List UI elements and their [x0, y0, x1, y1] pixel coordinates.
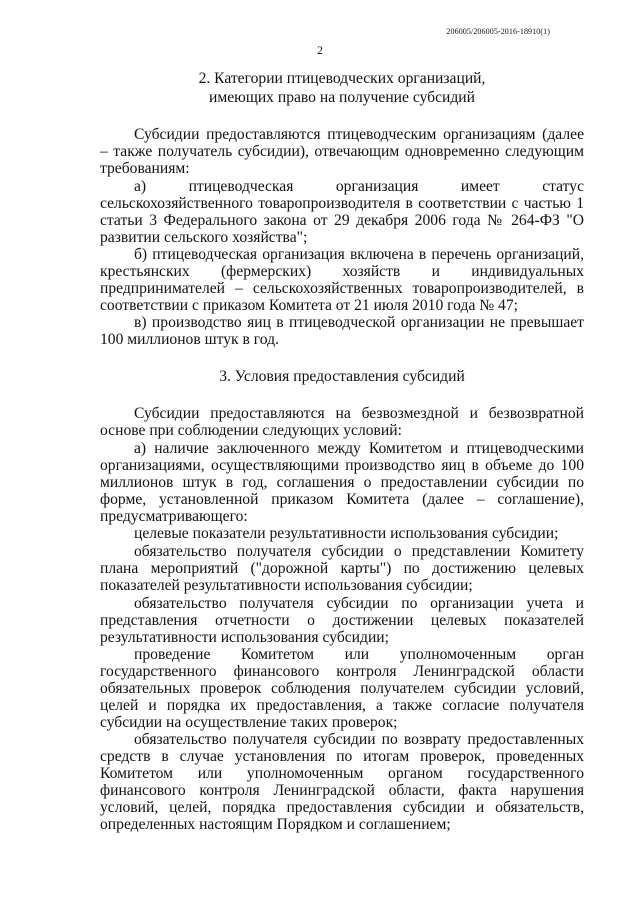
section-2-item-a: а) птицеводческая организация имеет статус сельскохозяйственного товаропроизводителя в соответствии с частью 1 статьи 3 Федерального закона от 29 декабря 2006 года № 264-ФЗ "О развитии сельского хозяйства"; [100, 178, 584, 246]
section-3-subitem-4: проведение Комитетом или уполномоченным орган государственного финансового контроля Ленинградской области обязательных проверок соблюдения получателем субсидии условий, целей и порядка их предоставления, а также согласие получателя субсидии на осуществление таких проверок; [100, 646, 584, 731]
section-2-intro: Субсидии предоставляются птицеводческим организациям (далее – также получатель субсидии), отвечающим одновременно следующим требованиям: [100, 126, 584, 177]
section-2-title-line-1: 2. Категории птицеводческих организаций, [198, 70, 486, 87]
section-3-subitem-3: обязательство получателя субсидии по организации учета и представления отчетности о достижении целевых показателей результативности использования субсидии; [100, 595, 584, 646]
page-number: 2 [317, 43, 323, 57]
section-2-heading [100, 69, 584, 107]
section-3-item-a: а) наличие заключенного между Комитетом и птицеводческими организациями, осуществляющими производство яиц в объеме до 100 миллионов штук в год, соглашения о предоставлении субсидии по форме, установленной приказом Комитета (далее – соглашение), предусматривающего: [100, 440, 584, 525]
section-3-intro: Субсидии предоставляются на безвозмездной и безвозвратной основе при соблюдении следующих условий: [100, 405, 584, 439]
section-3-subitem-5: обязательство получателя субсидии по возврату предоставленных средств в случае установления по итогам проверок, проведенных Комитетом или уполномоченным органом государственного финансового контроля Ленинградской области, факта нарушения условий, целей, порядка предоставления субсидии и обязательств, определенных настоящим Порядком и соглашением; [100, 731, 584, 833]
section-3-heading [100, 367, 584, 386]
section-3-subitem-1: целевые показатели результативности использования субсидии; [134, 525, 559, 542]
document-code: 206005/206005-2016-18910(1) [446, 27, 550, 36]
section-2-item-b: б) птицеводческая организация включена в перечень организаций, крестьянских (фермерских) хозяйств и индивидуальных предпринимателей – сельскохозяйственных товаропроизводителей, в соответствии с приказом Комитета от 21 июля 2010 года № 47; [100, 246, 584, 314]
section-3-title: 3. Условия предоставления субсидий [219, 368, 465, 385]
section-3-subitem-2: обязательство получателя субсидии о представлении Комитету плана мероприятий ("дорожной карты") по достижению целевых показателей результативности использования субсидии; [100, 543, 584, 594]
section-2-item-c: в) производство яиц в птицеводческой организации не превышает 100 миллионов штук в год. [100, 314, 584, 348]
section-2-title-line-2: имеющих право на получение субсидий [209, 89, 475, 106]
